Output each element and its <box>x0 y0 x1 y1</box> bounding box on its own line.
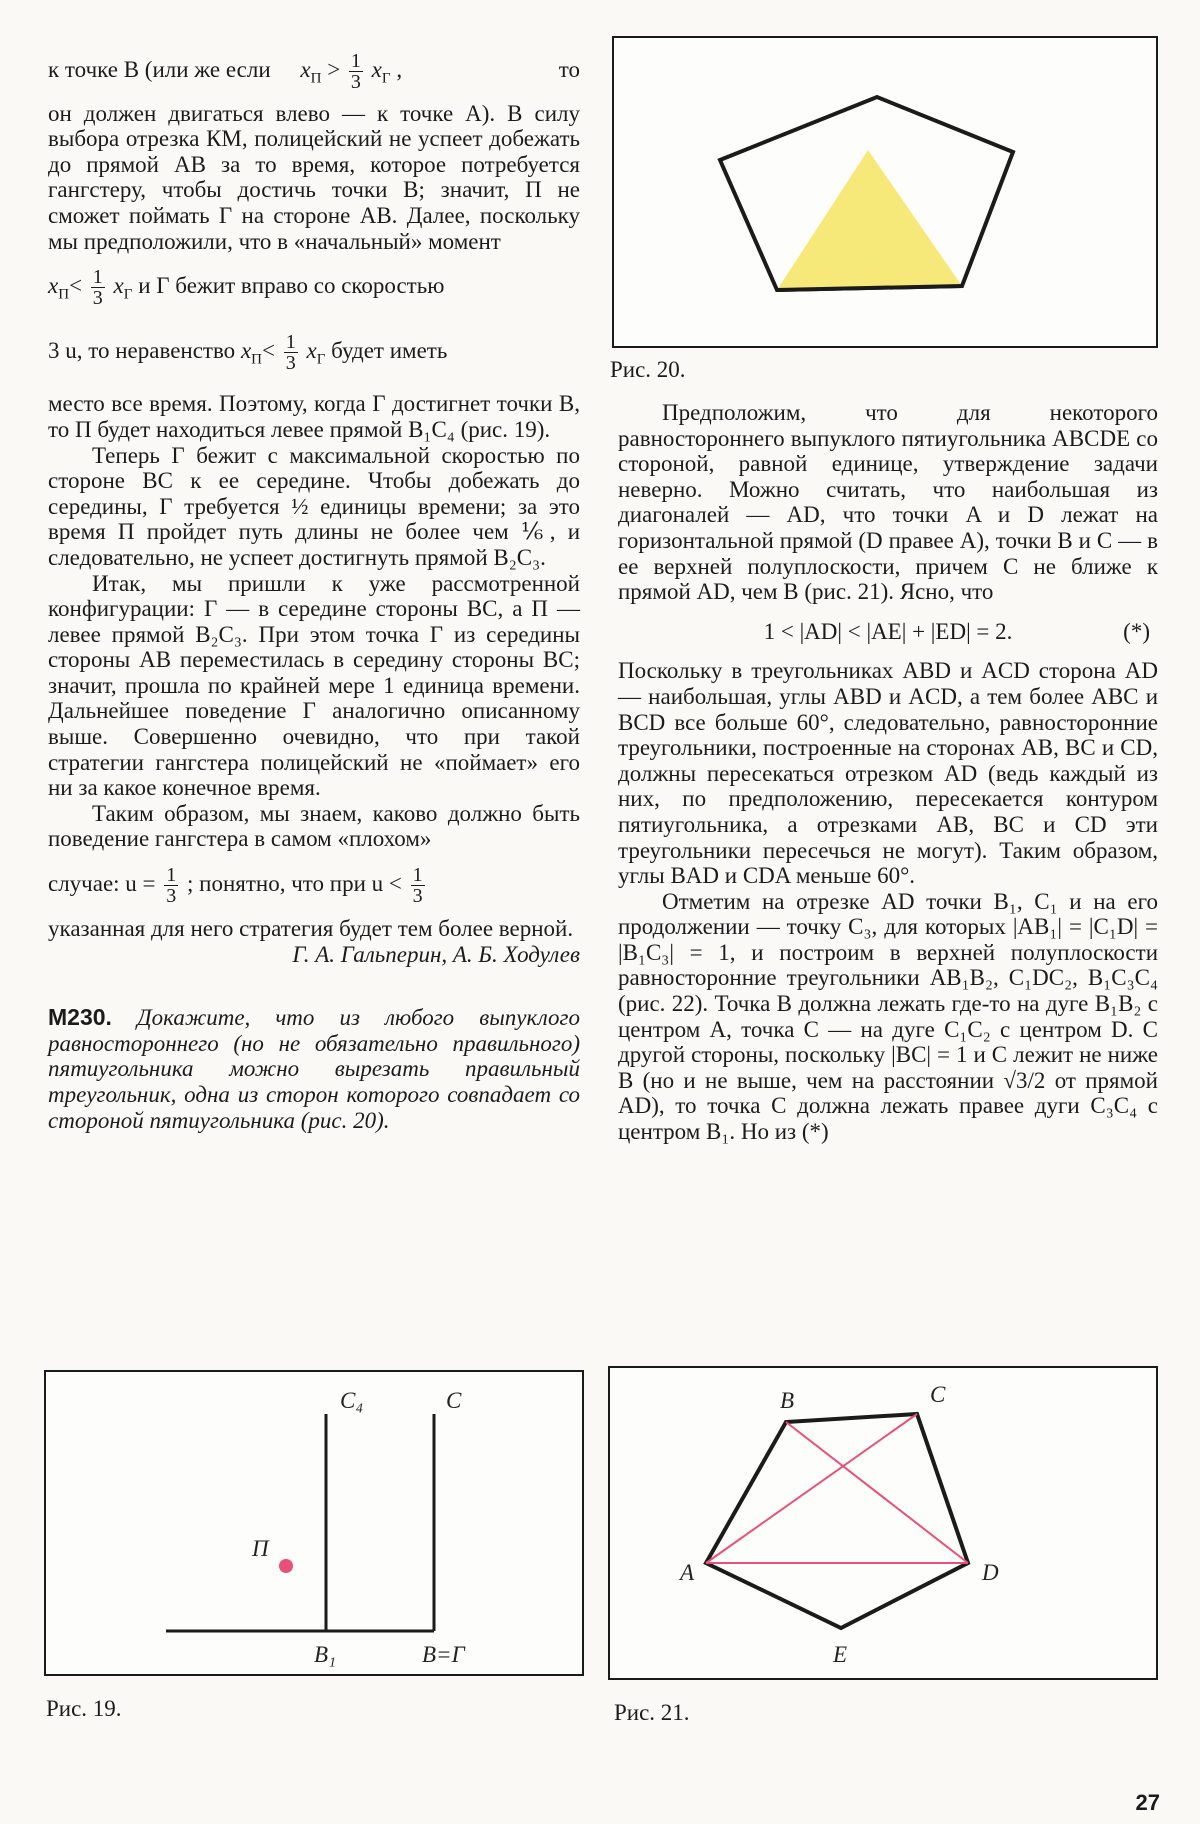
fraction: $\frac{1}{3}$ <box>350 50 361 94</box>
label-b: B <box>780 1388 795 1413</box>
diagonal-ac <box>706 1414 917 1563</box>
problem-m230 <box>48 1005 580 1133</box>
caption-fig21: Рис. 21. <box>614 1700 690 1725</box>
left-para-2: он должен двигаться влево — к точке А). В силу выбора отрезка КМ, полицейский не успеет добежать до прямой АВ за то время, которое потребуется гангстеру, чтобы достичь точки В; значит, П не сможет поймать Г на стороне АВ. Далее, поскольку мы предположили, что в «начальный» момент <box>48 100 580 254</box>
label-d: D <box>982 1560 999 1585</box>
figure-21 <box>608 1366 1158 1680</box>
right-column <box>618 400 1158 1145</box>
left-para-7: Итак, мы пришли к уже рассмотренной конфигурации: Г — в середине стороны ВС, а П — левее прямой B₂C₃. При этом точка Г из середины стороны АВ переместилась в середину стороны ВС; значит, прошла по крайней мере 1 единица времени. Дальнейшее поведение Г аналогично описанному выше. Совершенно очевидно, что при такой стратегии гангстера полицейский не «поймает» его ни за какое конечное время. <box>48 570 580 801</box>
problem-text: Докажите, что из любого выпуклого равностороннего (но не обязательно правильного) пятиугольника можно вырезать правильный треугольник, одна из сторон которого совпадает со стороной пятиугольника (рис. 20). <box>48 1005 581 1133</box>
problem-id: М230. <box>48 1004 112 1031</box>
label-c: C <box>930 1382 946 1407</box>
label-a: A <box>680 1560 695 1585</box>
left-para-8: Таким образом, мы знаем, каково должно быть поведение гангстера в самом «плохом» <box>48 800 580 852</box>
left-para-1: к точке В (или же если $x_П$ > $\frac{1}{3}$ $x_Г$ , то <box>48 50 580 94</box>
policeman-point <box>279 1559 293 1573</box>
left-para-10: указанная для него стратегия будет тем более верной. <box>48 916 574 942</box>
formula-star: 1 < |AD| < |AE| + |ED| = 2. (*) <box>763 618 1150 644</box>
right-para-2: Поскольку в треугольниках ABD и ACD сторона AD — наибольшая, углы ABD и ACD, а тем более ABC и BCD все больше 60°, следовательно, равносторонние треугольники, построенные на сторонах AB, BC и CD, должны пересекаться отрезком AD (ведь каждый из них, по предположению, пересекается контуром пятиугольника, а отрезками AB, BC и CD эти треугольники пересечься не могут). Таким образом, углы BAD и CDA меньше 60°. <box>618 658 1158 889</box>
label-b1: B₁ <box>314 1642 337 1667</box>
left-column <box>48 48 580 1133</box>
label-e: E <box>833 1642 848 1667</box>
left-para-9: случае: u = $\frac{1}{3}$ ; понятно, что при u < $\frac{1}{3}$ <box>48 864 423 908</box>
label-pi: П <box>252 1536 269 1561</box>
label-c4: C₄ <box>340 1388 364 1413</box>
label-c: C <box>446 1388 462 1413</box>
yellow-triangle <box>777 150 962 290</box>
label-b-equals-g: B=Г <box>422 1642 465 1667</box>
left-para-4: 3 u, то неравенство $x_П<$ $\frac{1}{3}$ $x_Г$ будет иметь <box>48 330 448 374</box>
figure-20 <box>612 36 1158 348</box>
caption-fig20: Рис. 20. <box>610 357 686 382</box>
figure-19 <box>44 1370 584 1676</box>
caption-fig19: Рис. 19. <box>46 1696 122 1721</box>
figure-20-drawing <box>614 38 1156 346</box>
right-para-1: Предположим, что для некоторого равностороннего выпуклого пятиугольника ABCDE со стороной, равной единице, утверждение задачи неверно. Можно считать, что наибольшая из диагоналей — AD, что точки A и D лежат на горизонтальной прямой (D правее A), точки B и C — в ее верхней полуплоскости, причем C не ближе к прямой AD, чем B (рис. 21). Ясно, что <box>618 400 1158 605</box>
left-para-5: место все время. Поэтому, когда Г достигнет точки В, то П будет находиться левее прямой B₁C₄ (рис. 19). <box>48 391 580 442</box>
figure-19-drawing <box>46 1372 582 1674</box>
pentagon-abcde <box>706 1414 968 1628</box>
figure-21-drawing <box>610 1368 1156 1678</box>
right-para-3: Отметим на отрезке AD точки B₁, C₁ и на его продолжении — точку C₃, для которых |AB₁| = |C₁D| = |B₁C₃| = 1, и построим в верхней полуплоскости равносторонние треугольники AB₁B₂, C₁DC₂, B₁C₃C₄ (рис. 22). Точка B должна лежать где-то на дуге B₁B₂ с центром A, точка C — на дуге C₁C₂ с центром D. С другой стороны, поскольку |BC| = 1 и C лежит не ниже B (но и не выше, чем на расстоянии √3/2 от прямой AD), то точка C должна лежать правее дуги C₃C₄ с центром B₁. Но из (*) <box>618 888 1158 1145</box>
signature: Г. А. Гальперин, А. Б. Ходулев <box>292 941 580 967</box>
formula-tag: (*) <box>1123 618 1150 644</box>
left-para-6: Теперь Г бежит с максимальной скоростью по стороне ВС к ее середине. Чтобы добежать до середины, Г требуется ½ единицы времени; за это время П пройдет путь длины не более чем ⅙, и следовательно, не успеет достигнуть прямой B₂C₃. <box>48 442 580 570</box>
page-number: 27 <box>1135 1790 1160 1815</box>
left-para-3: $x_П<$ $\frac{1}{3}$ $x_Г$ и Г бежит вправо со скоростью <box>48 266 445 310</box>
